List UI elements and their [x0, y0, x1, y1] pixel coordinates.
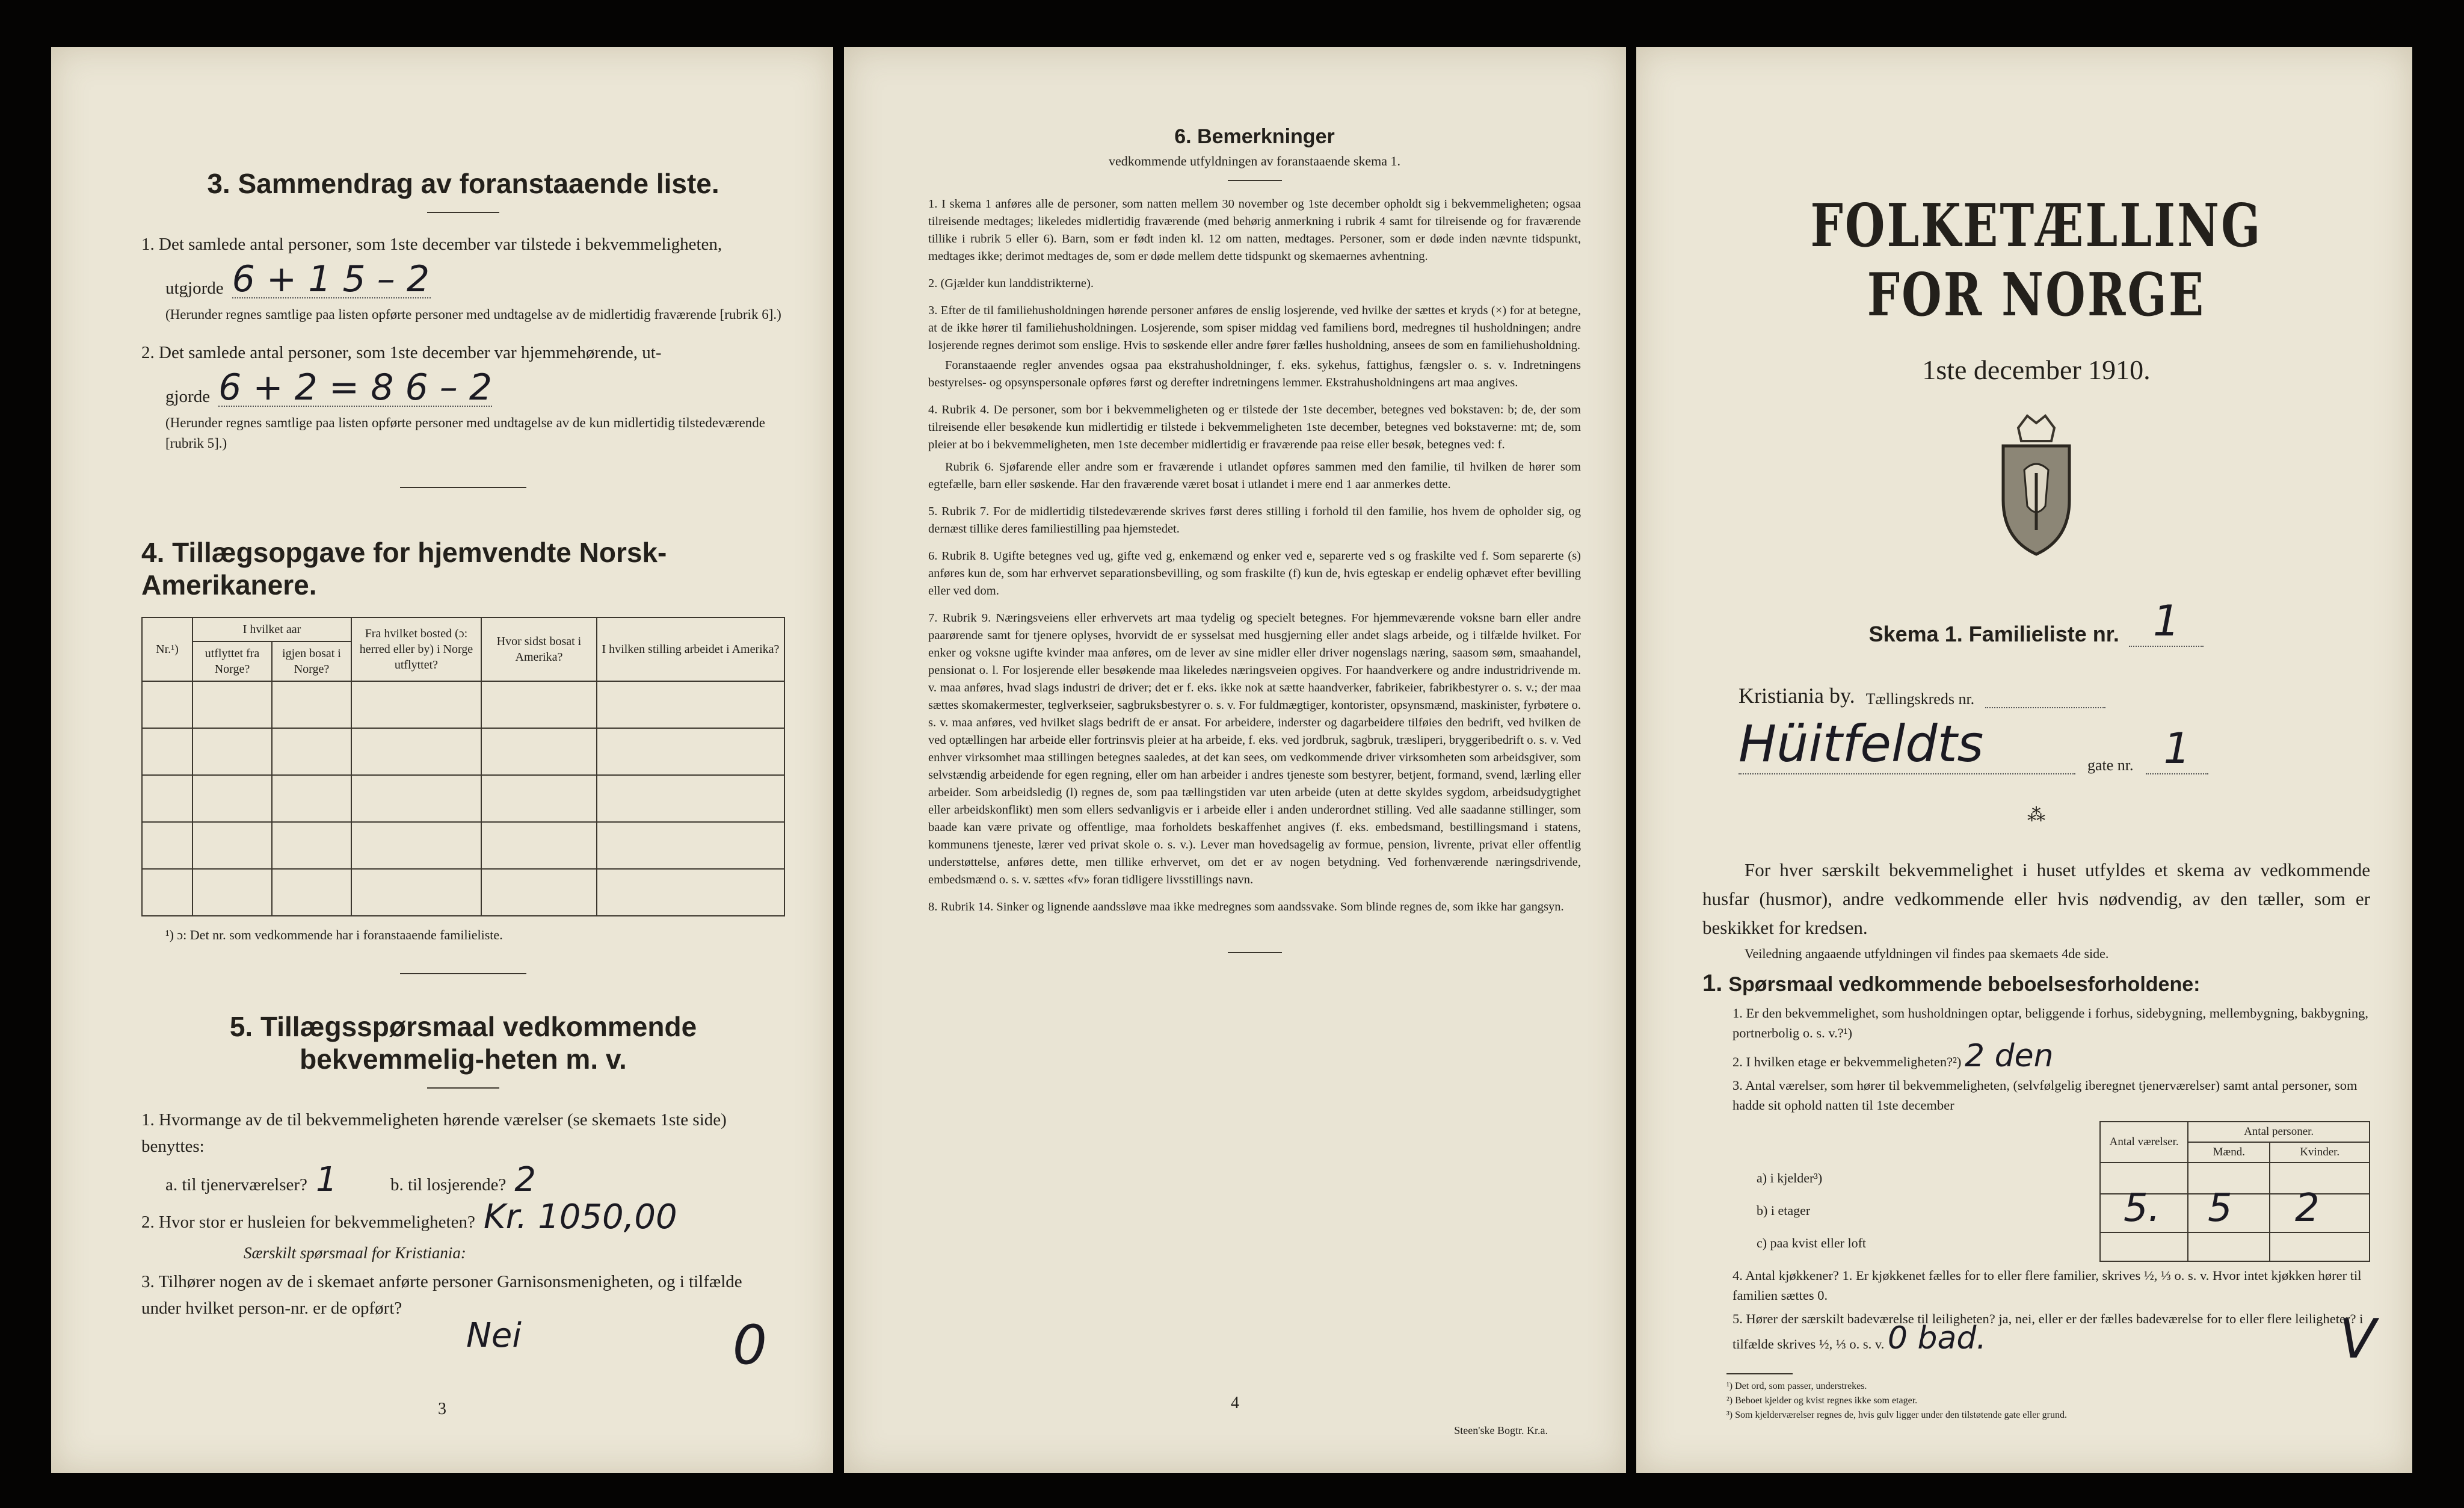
- col-nr: Nr.¹): [142, 617, 192, 681]
- title-rule: [427, 1087, 499, 1089]
- intro-text: For hver særskilt bekvemmelighet i huset utfyldes et skema av vedkommende husfar (husmor), andre vedkommende eller hvis nødvendig, av den tæller, som er beskikket for kredsen.: [1702, 859, 2370, 938]
- sec3-q1: 1. Det samlede antal personer, som 1ste december var tilstede i bekvemmeligheten,: [141, 235, 722, 254]
- question-1-label: Spørsmaal vedkommende beboelsesforholdene:: [1728, 973, 2201, 996]
- section-4-title: 4. Tillægsopgave for hjemvendte Norsk-Amerikanere.: [141, 537, 667, 601]
- sec5-q2: 2. Hvor stor er husleien for bekvemmeligheten?: [141, 1213, 475, 1232]
- subq-4: 4. Antal kjøkkener? 1. Er kjøkkenet fælles for to eller flere familier, skrives ½, ⅓ o. s. v. Hvor intet kjøkken hører til familien sættes 0.: [1732, 1268, 2362, 1303]
- subq-5-row: [1732, 1309, 2370, 1354]
- remark-2: 2. (Gjælder kun landdistrikterne).: [928, 277, 1094, 290]
- table-row[interactable]: [142, 681, 784, 728]
- table-row[interactable]: [142, 728, 784, 775]
- footnote-2: ²) Beboet kjelder og kvist regnes ikke som etager.: [1726, 1395, 1918, 1406]
- norway-coat-of-arms-icon: [1991, 410, 2081, 560]
- answer-vaerelser[interactable]: 5.: [2124, 1186, 2161, 1231]
- margin-mark: 0: [732, 1314, 767, 1377]
- table-row[interactable]: [142, 775, 784, 822]
- sec5-q3-answer[interactable]: Nei: [466, 1316, 522, 1355]
- remark-7: 7. Rubrik 9. Næringsveiens eller erhvervets art maa tydelig og specielt betegnes. For hjemmeværende voksne barn eller andre paarørende samt for tjenere oplyses, hvorvidt de er sysselsat med husgjerning eller andet slags arbeide, og i tilfælde hvilket. For enker og voksne ugifte kvinder maa anføres, om de lever av sine midler eller driver nogenslags næring, saasom søm, smaahandel, pensionat o. l. For losjerende eller besøkende maa likeledes næringsveien opgives. For haandverkere og andre industridrivende m. v. maa anføres, hvad slags industri de driver; det er f. eks. ikke nok at sætte haandverker, fabrikeier, fabrikbestyrer o. s. v.; der maa sættes skomakermester, teglverkseier, sagbruksbestyrer o. s. v. For fuldmægtiger, kontorister, opsynsmænd, maskinister, fyrbøtere o. s. v. maa anføres, ved hvilket slags bedrift de er ansat. For arbeidere, inderster og dagarbeidere tilføies den bedrift, ved hvilken de ved optællingen har arbeide eller fortrinsvis pleier at ha arbeide, f. eks. ved jordbruk, sagbruk, træsliperi, bryggeribedrift o. s. v. Ved enhver virksomhet maa stillingen betegnes saaledes, at det kan sees, om vedkommende driver virksomheten som arbeidsgiver, som selvstændig arbeidende for egen regning, eller om han arbeider i andres tjeneste som bestyrer, betjent, formand, svend, lærling eller arbeider. Som arbeidsledig (l) regnes de, som paa tællingstiden var uten arbeide (uten at dette skyldes sygdom, arbeidsudygtighet eller arbeidskonflikt) men som ellers sedvanligvis er i arbeide eller i anden underordnet stilling. Ved alle saadanne stillinger, som baade kan være private og offentlige, maa forholdets beskaffenhet angives (f. eks. embedsmand, bestillingsmand i statens, kommunens tjeneste, lærer ved privat skole o. s. v.). Lever man hovedsagelig av formue, pension, livrente, privat eller offentlig understøttelse, anføres dette, men tillike erhvervet, om det er av nogen betydning. Ved forhenværende næringsdrivende, embedsmænd o. s. v. sættes «fv» foran tidligere livsstillings navn.: [928, 611, 1581, 886]
- gate-label: gate nr.: [2087, 756, 2134, 774]
- section-3-title: 3. Sammendrag av foranstaaende liste.: [207, 168, 719, 199]
- row-kvist: c) paa kvist eller loft: [1757, 1235, 1867, 1250]
- city-row: [1739, 683, 2370, 708]
- table-row[interactable]: [142, 822, 784, 869]
- krets-label: Tællingskreds nr.: [1865, 690, 1975, 708]
- sec5-q1: 1. Hvormange av de til bekvemmeligheten hørende værelser (se skemaets 1ste side) benyttes:: [141, 1110, 727, 1156]
- ornament: ⁂: [2027, 805, 2045, 825]
- col-personer: Antal personer.: [2188, 1122, 2370, 1142]
- end-rule: [1228, 952, 1282, 953]
- remark-4: 4. Rubrik 4. De personer, som bor i bekvemmeligheten og er tilstede der 1ste december, betegnes ved bokstaven: b; de, der som tilreisende eller besøkende kun midlertidig er tilstede i bekvemmeligheten 1ste december, betegnes ved bokstaverne: mt; de, som pleier at bo i bekvemmeligheten, men 1ste december midlertidig er fraværende paa reise eller besøk, betegnes ved: f.: [928, 403, 1581, 451]
- sec5-q1b-answer[interactable]: 2: [514, 1160, 537, 1199]
- margin-mark: V: [2339, 1308, 2376, 1371]
- census-title: FOLKETÆLLING FOR NORGE: [1810, 191, 2262, 330]
- remark-3-cont: Foranstaaende regler anvendes ogsaa paa ekstrahusholdninger, f. eks. sykehus, fattighus, fængsler o. s. v. Indretningens bestyrelses- og opsynspersonale opføres først og derefter indretningens lemmer. Ekstrahusholdningens art maa angives.: [928, 359, 1581, 389]
- sec5-q3: 3. Tilhører nogen av de i skemaet anførte personer Garnisonsmenigheten, og i tilfælde under hvilket person-nr. er de opført?: [141, 1272, 742, 1318]
- subq-5: 5. Hører der særskilt badeværelse til leiligheten? ja, nei, eller er der fælles badeværelse for to eller flere leiligheter? i tilfælde skrives ½, ⅓ o. s. v.: [1732, 1311, 2364, 1352]
- answer-maend[interactable]: 5: [2208, 1186, 2232, 1231]
- page-right: [1636, 47, 2412, 1473]
- col-utflyttet: utflyttet fra Norge?: [192, 641, 272, 681]
- sec5-q1a-label: a. til tjenerværelser?: [165, 1175, 307, 1194]
- remark-5: 5. Rubrik 7. For de midlertidig tilstedeværende skrives først deres stilling i forhold til den familie, hos hvem de opholder sig, og dernæst tillike deres familiestilling paa hjemstedet.: [928, 505, 1581, 536]
- remark-8: 8. Rubrik 14. Sinker og lignende aandssløve maa ikke medregnes som aandssvake. Som blinde regnes de, som ikke har gangsyn.: [928, 900, 1564, 913]
- sec3-q2-answer-line: [165, 366, 785, 409]
- sec5-q1b-label: b. til losjerende?: [390, 1175, 507, 1194]
- census-date: 1ste december 1910.: [1922, 354, 2151, 385]
- printer-imprint: Steen'ske Bogtr. Kr.a.: [1454, 1424, 1548, 1436]
- sec5-q1-answers: [165, 1160, 785, 1199]
- skema-number[interactable]: 1: [2129, 596, 2204, 647]
- sec3-q2-note: (Herunder regnes samtlige paa listen opførte personer med undtagelse av de kun midlertidig tilstedeværende [rubrik 5].): [165, 415, 765, 451]
- col-bosted: Fra hvilket bosted (ɔ: herred eller by) i Norge utflyttet?: [351, 617, 481, 681]
- remarks-title: 6. Bemerkninger: [1174, 125, 1335, 148]
- sec5-q1a-answer[interactable]: 1: [315, 1160, 337, 1199]
- sec5-q2-answer[interactable]: Kr. 1050,00: [483, 1197, 677, 1237]
- skema-label: Skema 1. Familieliste nr.: [1868, 622, 2119, 646]
- remark-1: 1. I skema 1 anføres alle de personer, som natten mellem 30 november og 1ste december opholdt sig i bekvemmeligheten; ogsaa tilreisende medtages; likeledes midlertidig fraværende (med behørig anmerkning i rubrik 4 samt for tilreisende og for fraværende tillike i rubrik 5 eller 6). Barn, som er født inden kl. 12 om natten, medtages. Personer, som er døde inden nævnte tidspunkt, medtages ikke; derimot medtages de, som er døde mellem dette tidspunkt og skemaernes avhentning.: [928, 197, 1581, 263]
- section-5-title: 5. Tillægsspørsmaal vedkommende bekvemmelig-heten m. v.: [229, 1011, 697, 1075]
- remarks-subtitle: vedkommende utfyldningen av foranstaaende skema 1.: [1108, 153, 1401, 168]
- answer-kvinder[interactable]: 2: [2295, 1186, 2320, 1231]
- street-name[interactable]: Hüitfeldts: [1739, 714, 2075, 774]
- page-left: [51, 47, 833, 1473]
- divider: [400, 973, 526, 974]
- sec3-q2-answer[interactable]: 6 + 2 = 8 6 – 2: [218, 366, 493, 409]
- page-number: 4: [1231, 1394, 1239, 1412]
- sec5-q2-row: [141, 1197, 785, 1237]
- subq-1: 1. Er den bekvemmelighet, som husholdningen optar, beliggende i forhus, sidebygning, mellembygning, bakbygning, portnerbolig o. s. v.?¹): [1732, 1006, 2369, 1040]
- sec3-q1-note: (Herunder regnes samtlige paa listen opførte personer med undtagelse av de midlertidig fraværende [rubrik 6].): [165, 307, 781, 322]
- col-kvinder: Kvinder.: [2270, 1142, 2370, 1163]
- skema-line: [1702, 596, 2370, 647]
- street-row: [1739, 714, 2370, 774]
- sec3-q1-answer-line: [165, 258, 785, 300]
- col-sidst: Hvor sidst bosat i Amerika?: [481, 617, 597, 681]
- col-group-year: I hvilket aar: [192, 617, 351, 641]
- row-kjelder: a) i kjelder³): [1757, 1170, 1823, 1185]
- sec5-kristiania-subhead: Særskilt spørsmaal for Kristiania:: [244, 1244, 466, 1262]
- question-1-number: 1.: [1702, 970, 1723, 997]
- rooms-block: [1702, 1119, 2370, 1257]
- footnote-3: ³) Som kjelderværelser regnes de, hvis gulv ligger under den tilstøtende gate eller grund.: [1726, 1410, 2067, 1420]
- remark-4-rubrik-6: Rubrik 6. Sjøfarende eller andre som er fraværende i utlandet opføres sammen med den familie, til hvilken de hører som egtefælle, barn eller søskende. Har den fraværende været bosat i utlandet i mere end 1 aar anmerkes dette.: [928, 460, 1581, 491]
- subq-2-row: [1732, 1038, 2370, 1074]
- col-stilling: I hvilken stilling arbeidet i Amerika?: [597, 617, 784, 681]
- subq-2: 2. I hvilken etage er bekvemmeligheten?²): [1732, 1054, 1962, 1069]
- sec3-q1-answer[interactable]: 6 + 1 5 – 2: [232, 258, 430, 300]
- intro-guide: Veiledning angaaende utfyldningen vil findes paa skemaets 4de side.: [1745, 946, 2109, 961]
- subq-2-answer[interactable]: 2 den: [1964, 1038, 2054, 1074]
- norsk-amerikanere-table: [141, 617, 785, 916]
- footnote-1: ¹) Det ord, som passer, understrekes.: [1726, 1381, 1867, 1391]
- table-row[interactable]: [142, 869, 784, 916]
- row-etager: b) i etager: [1757, 1203, 1811, 1218]
- footnote-rule: [1726, 1373, 1793, 1374]
- divider: [400, 487, 526, 488]
- table-row[interactable]: [2100, 1232, 2370, 1261]
- page-middle: [844, 47, 1626, 1473]
- sec3-q1-lead: utgjorde: [165, 279, 224, 298]
- subq-5-answer[interactable]: 0 bad.: [1887, 1320, 1986, 1356]
- remark-6: 6. Rubrik 8. Ugifte betegnes ved ug, gifte ved g, enkemænd og enker ved e, separerte ved s og fraskilte ved f. Som separerte (s) anføres kun de, som har erhvervet separationsbevilling, og som fraskilte (f) kun de, hvis egteskap er endelig ophævet efter bevilling eller ved dom.: [928, 549, 1581, 598]
- sec3-q2: 2. Det samlede antal personer, som 1ste december var hjemmehørende, ut-: [141, 343, 662, 362]
- col-vaerelser: Antal værelser.: [2100, 1122, 2188, 1163]
- sec3-q2-lead: gjorde: [165, 387, 211, 406]
- title-rule: [1228, 180, 1282, 181]
- krets-field[interactable]: [1985, 707, 2105, 708]
- city-label: Kristiania by.: [1739, 684, 1855, 708]
- sec4-footnote: ¹) ɔ: Det nr. som vedkommende har i foranstaaende familieliste.: [165, 927, 503, 942]
- col-igjen: igjen bosat i Norge?: [272, 641, 351, 681]
- question-1-title: [1702, 970, 2370, 997]
- subq-3: 3. Antal værelser, som hører til bekvemmeligheten, (selvfølgelig iberegnet tjenerværelser) samt antal personer, som hadde sit ophold natten til 1ste december: [1732, 1078, 2358, 1113]
- page-number: 3: [438, 1400, 446, 1418]
- col-maend: Mænd.: [2188, 1142, 2270, 1163]
- gate-number[interactable]: 1: [2146, 724, 2209, 774]
- title-rule: [427, 212, 499, 213]
- remark-3: 3. Efter de til familiehusholdningen hørende personer anføres de enslig losjerende, ved hvilke der sættes et kryds (×) for at betegne, at de ikke hører til familiehusholdningen. Losjerende, som spiser middag ved familiens bord, medregnes til husholdningen; andre losjerende regnes derimot som enslige. Hvis to søskende eller andre fører fælles husholdning, ansees de som en familiehusholdning.: [928, 304, 1581, 352]
